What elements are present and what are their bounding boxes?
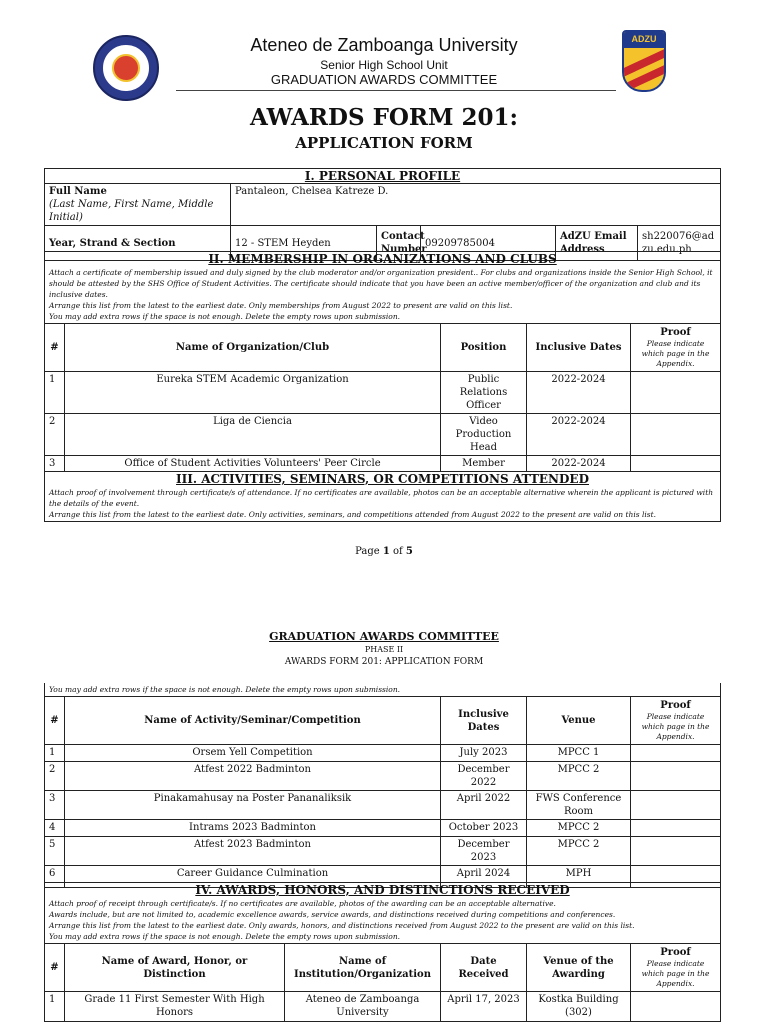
table-row [45, 837, 721, 866]
row-num: 3 [45, 791, 65, 820]
header-divider [176, 90, 616, 91]
org-dates[interactable]: 2022-2024 [527, 456, 631, 472]
activity-venue[interactable]: MPCC 2 [527, 762, 631, 791]
awards-note-2: Awards include, but are not limited to, academic excellence awards, service awards, and distinctions received during competitions and conferences. [49, 910, 616, 919]
page2-form-title: AWARDS FORM 201: APPLICATION FORM [284, 657, 484, 667]
col-header-position: Position [441, 324, 527, 372]
activity-name[interactable]: Intrams 2023 Badminton [65, 820, 441, 837]
row-num: 1 [45, 992, 65, 1022]
activities-table [44, 683, 721, 888]
activity-venue[interactable]: MPCC 2 [527, 820, 631, 837]
activity-proof[interactable] [631, 762, 721, 791]
section-title-personal: I. PERSONAL PROFILE [45, 169, 721, 184]
col-header-org-name: Name of Organization/Club [65, 324, 441, 372]
seal-ring [101, 43, 151, 93]
col-header-activity-name: Name of Activity/Seminar/Competition [65, 697, 441, 745]
awards-note-1: Attach proof of receipt through certificate/s. If no certificates are available, photos of the awarding can be an acceptable alternative. [49, 899, 556, 908]
full-name-value[interactable]: Pantaleon, Chelsea Katreze D. [231, 184, 721, 226]
year-value[interactable]: 12 - STEM Heyden [231, 226, 377, 261]
table-row [45, 372, 721, 414]
org-name[interactable]: Liga de Ciencia [65, 414, 441, 456]
full-name-label-cell [45, 184, 231, 226]
membership-note-1: Attach a certificate of membership issued and duly signed by the club moderator and/or organization president.. For clubs and organizations inside the Senior High School, it should be attested by the SHS Office of Student Activities. The certificate should indicate that you have been an active member/officer of the organization and club and its inclusive dates. [49, 268, 713, 299]
col-header-proof [631, 944, 721, 992]
membership-note-2: Arrange this list from the latest to the earliest date. Only memberships from August 2022 to present are valid on this list. [49, 301, 513, 310]
awards-note-4: You may add extra rows if the space is not enough. Delete the empty rows upon submission. [49, 932, 401, 941]
activities-notes [45, 486, 721, 522]
activity-name[interactable]: Atfest 2022 Badminton [65, 762, 441, 791]
activity-proof[interactable] [631, 745, 721, 762]
col-header-institution: Name of Institution/Organization [285, 944, 441, 992]
row-num: 2 [45, 762, 65, 791]
activity-name[interactable]: Pinakamahusay na Poster Pananaliksik [65, 791, 441, 820]
org-name[interactable]: Office of Student Activities Volunteers' Peer Circle [65, 456, 441, 472]
email-value[interactable]: sh220076@adzu.edu.ph [638, 226, 721, 261]
table-row [45, 791, 721, 820]
org-position[interactable]: Member [441, 456, 527, 472]
org-position[interactable]: Video Production Head [441, 414, 527, 456]
crest-text: ADZU [631, 34, 657, 44]
org-proof[interactable] [631, 456, 721, 472]
col-header-dates: Inclusive Dates [441, 697, 527, 745]
page-header [0, 0, 768, 100]
activity-proof[interactable] [631, 837, 721, 866]
org-position[interactable]: Public Relations Officer [441, 372, 527, 414]
page-total: 5 [405, 546, 413, 557]
form-title: AWARDS FORM 201: [249, 104, 519, 131]
award-venue[interactable]: Kostka Building (302) [527, 992, 631, 1022]
membership-table [44, 251, 721, 522]
col-header-date: Date Received [441, 944, 527, 992]
col-header-proof [631, 324, 721, 372]
award-proof[interactable] [631, 992, 721, 1022]
row-num: 1 [45, 372, 65, 414]
activity-venue[interactable]: MPCC 2 [527, 837, 631, 866]
seal-core [112, 54, 140, 82]
page2-committee: GRADUATION AWARDS COMMITTEE [269, 630, 499, 643]
activity-name[interactable]: Orsem Yell Competition [65, 745, 441, 762]
activity-dates[interactable]: October 2023 [441, 820, 527, 837]
proof-label: Proof [660, 700, 691, 711]
activity-name[interactable]: Career Guidance Culmination [65, 866, 441, 888]
page-number [0, 546, 768, 557]
table-row [45, 456, 721, 472]
page-label: Page [355, 546, 380, 557]
award-name[interactable]: Grade 11 First Semester With High Honors [65, 992, 285, 1022]
proof-hint: Please indicate which page in the Appendix. [641, 959, 710, 988]
col-header-venue: Venue [527, 697, 631, 745]
row-num: 2 [45, 414, 65, 456]
section-title-membership: II. MEMBERSHIP IN ORGANIZATIONS AND CLUBS [45, 252, 721, 267]
activity-proof[interactable] [631, 820, 721, 837]
org-proof[interactable] [631, 414, 721, 456]
page-of: of [393, 546, 403, 557]
shs-crest-logo [622, 30, 666, 92]
col-header-award-name: Name of Award, Honor, or Distinction [65, 944, 285, 992]
table-row [45, 762, 721, 791]
proof-label: Proof [660, 327, 691, 338]
org-proof[interactable] [631, 372, 721, 414]
col-header-venue: Venue of the Awarding [527, 944, 631, 992]
contact-label: Contact Number [377, 226, 421, 261]
membership-notes [45, 266, 721, 324]
awards-note-3: Arrange this list from the latest to the earliest date. Only awards, honors, and distinctions received from August 2022 to the present are valid on this list. [49, 921, 635, 930]
activities-note-3: You may add extra rows if the space is not enough. Delete the empty rows upon submission. [45, 683, 721, 697]
full-name-hint: (Last Name, First Name, Middle Initial) [49, 199, 214, 223]
activity-dates[interactable]: December 2023 [441, 837, 527, 866]
proof-label: Proof [660, 947, 691, 958]
table-row [45, 992, 721, 1022]
org-dates[interactable]: 2022-2024 [527, 372, 631, 414]
activity-venue[interactable]: MPCC 1 [527, 745, 631, 762]
awards-notes [45, 897, 721, 944]
proof-hint: Please indicate which page in the Appendix. [641, 339, 710, 368]
col-header-dates: Inclusive Dates [527, 324, 631, 372]
col-header-num: # [45, 697, 65, 745]
row-num: 1 [45, 745, 65, 762]
org-name[interactable]: Eureka STEM Academic Organization [65, 372, 441, 414]
activity-name[interactable]: Atfest 2023 Badminton [65, 837, 441, 866]
table-row [45, 414, 721, 456]
row-num: 6 [45, 866, 65, 888]
award-date[interactable]: April 17, 2023 [441, 992, 527, 1022]
table-row [45, 745, 721, 762]
col-header-num: # [45, 324, 65, 372]
unit-name: Senior High School Unit [320, 58, 448, 72]
activity-venue[interactable]: MPH [527, 866, 631, 888]
section-title-awards: IV. AWARDS, HONORS, AND DISTINCTIONS RECEIVED [45, 883, 721, 898]
proof-hint: Please indicate which page in the Appendix. [641, 712, 710, 741]
row-num: 5 [45, 837, 65, 866]
section-title-activities: III. ACTIVITIES, SEMINARS, OR COMPETITIONS ATTENDED [45, 472, 721, 487]
activity-dates[interactable]: April 2024 [441, 866, 527, 888]
activities-note-2: Arrange this list from the latest to the earliest date. Only activities, seminars, and competitions attended from August 2022 to the present are valid on this list. [49, 510, 657, 519]
membership-note-3: You may add extra rows if the space is not enough. Delete the empty rows upon submission. [49, 312, 401, 321]
activity-dates[interactable]: April 2022 [441, 791, 527, 820]
award-institution[interactable]: Ateneo de Zamboanga University [285, 992, 441, 1022]
form-subtitle: APPLICATION FORM [295, 134, 473, 152]
row-num: 4 [45, 820, 65, 837]
activity-venue[interactable]: FWS Conference Room [527, 791, 631, 820]
contact-value[interactable]: 09209785004 [421, 226, 556, 261]
col-header-num: # [45, 944, 65, 992]
full-name-label: Full Name [49, 186, 107, 197]
university-seal-logo [93, 35, 159, 101]
activity-dates[interactable]: December 2022 [441, 762, 527, 791]
row-num: 3 [45, 456, 65, 472]
activity-proof[interactable] [631, 791, 721, 820]
activities-note-1: Attach proof of involvement through certificate/s of attendance. If no certificates are available, photos can be an acceptable alternative wherein the applicant is pictured with the details of the event. [49, 488, 714, 508]
activity-dates[interactable]: July 2023 [441, 745, 527, 762]
page-current: 1 [382, 546, 390, 557]
col-header-proof [631, 697, 721, 745]
year-label: Year, Strand & Section [45, 226, 231, 261]
email-label: AdZU Email Address [556, 226, 638, 261]
table-row [45, 820, 721, 837]
committee-name: GRADUATION AWARDS COMMITTEE [270, 72, 498, 87]
page2-phase: PHASE II [364, 645, 404, 654]
org-dates[interactable]: 2022-2024 [527, 414, 631, 456]
awards-table [44, 882, 721, 1022]
university-name: Ateneo de Zamboanga University [250, 35, 518, 55]
personal-profile-table [44, 168, 721, 261]
